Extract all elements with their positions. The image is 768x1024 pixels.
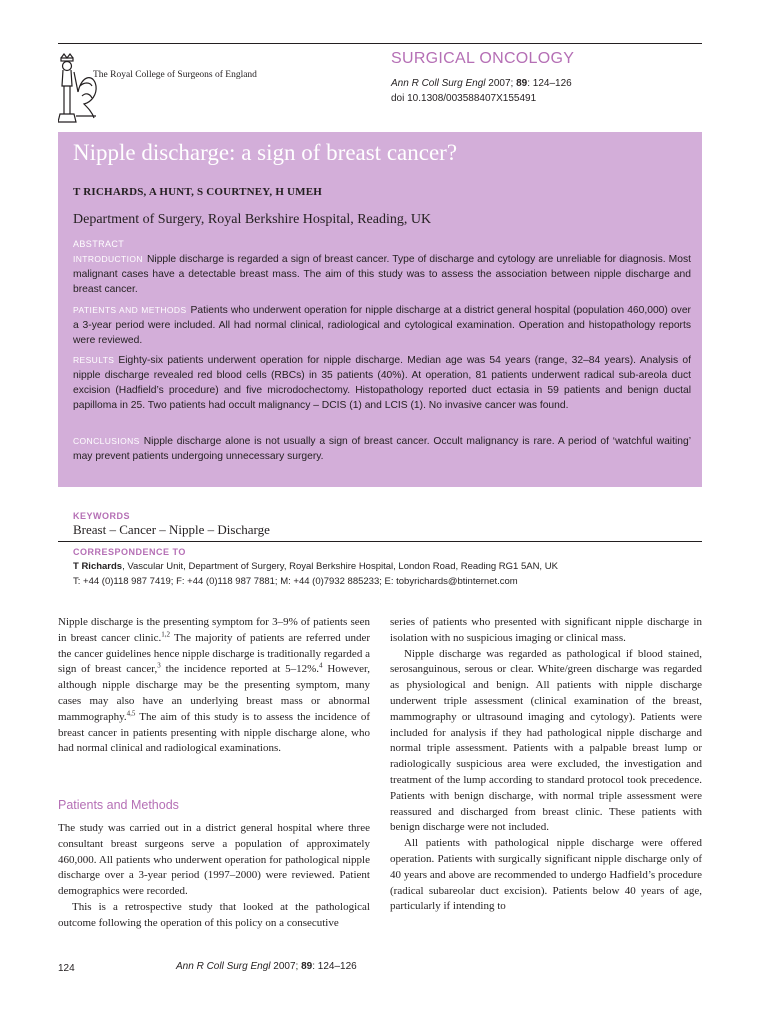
body-text: However, although nipple discharge may be the presenting symptom, many cases may also have an underlying breast mass or abnormal mammography.	[58, 663, 370, 723]
correspondence-label: CORRESPONDENCE TO	[73, 547, 186, 557]
correspondence-name: T Richards	[73, 561, 123, 572]
abstract-label: ABSTRACT	[73, 239, 125, 249]
body-text: Nipple discharge is the presenting symptom for 3–9% of patients seen in breast cancer clinic.	[58, 616, 370, 644]
journal-citation	[391, 78, 572, 89]
footer-journal-abbrev: Ann R Coll Surg Engl	[176, 961, 271, 972]
methods-paragraph-2: This is a retrospective study that looked at the pathological outcome following the operation of this policy on a consecutive	[58, 900, 370, 929]
abstract-conclusions-text: Nipple discharge alone is not usually a sign of breast cancer. Occult malignancy is rare. A period of ‘watchful waiting’ may prevent patients undergoing unnecessary surgery.	[73, 436, 691, 462]
journal-volume: 89	[516, 78, 528, 89]
keywords-text: Breast – Cancer – Nipple – Discharge	[73, 522, 270, 537]
keywords-label: KEYWORDS	[73, 511, 131, 521]
article-affiliation: Department of Surgery, Royal Berkshire Hospital, Reading, UK	[73, 212, 432, 227]
abstract-introduction-head: INTRODUCTION	[73, 254, 143, 264]
article-title: Nipple discharge: a sign of breast cancer?	[73, 140, 458, 165]
citation-ref: 1,2	[161, 630, 170, 639]
doi: doi 10.1308/003588407X155491	[391, 93, 537, 104]
royal-college-crest-icon	[58, 52, 98, 126]
footer-year: 2007;	[273, 961, 299, 972]
section-heading: SURGICAL ONCOLOGY	[391, 50, 575, 67]
keywords-rule	[58, 541, 702, 542]
top-rule	[58, 43, 702, 44]
abstract-introduction	[73, 252, 691, 297]
abstract-conclusions	[73, 434, 691, 464]
abstract-results-text: Eighty-six patients underwent operation for nipple discharge. Median age was 54 years (range, 32–84 years). Analysis of nipple discharge revealed red blood cells (RBCs) in 35 patients (40%). At operation, 81 patients underwent radical sub-areola duct excision (Hadfield’s procedure) and five microdochectomy. Histopathology reported duct ectasia in 59 patients and benign ductal papilloma in 25. Two patients had occult malignancy – DCIS (1) and LCIS (1). No invasive cancer was found.	[73, 355, 691, 411]
body-intro-paragraph	[58, 615, 370, 757]
body-text: the incidence reported at 5–12%.	[160, 663, 320, 676]
abstract-methods	[73, 303, 691, 348]
correspondence-address	[73, 561, 558, 572]
right-paragraph-2: Nipple discharge was regarded as pathological if blood stained, serosanguinous, serous or clear. White/green discharge was regarded as physiological and benign. All patients with nipple discharge underwent triple assessment (clinical examination of the breast, mammography or ultrasound imaging and cytology). Patients were included for analysis if they had pathological nipple discharge and normal triple assessment. Patients with a palpable breast lump or radiologically suspicious area were excluded, the investigation and treatment of the lump according to standard protocol took precedence. Patients with benign discharge, with normal triple assessment were reassured and discharged from breast clinic. These patients with benign discharge were not included.	[390, 647, 702, 834]
abstract-introduction-text: Nipple discharge is regarded a sign of breast cancer. Type of discharge and cytology are unreliable for diagnosis. Most malignant cases have a detectable breast mass. The aim of this study was to assess the association between nipple discharge and breast cancer.	[73, 254, 691, 295]
abstract-results	[73, 353, 691, 413]
body-right-column	[390, 615, 702, 915]
footer-citation	[176, 961, 357, 972]
body-methods	[58, 821, 370, 932]
college-name: The Royal College of Surgeons of England	[93, 70, 257, 80]
footer-pages: : 124–126	[312, 961, 357, 972]
correspondence-contact: T: +44 (0)118 987 7419; F: +44 (0)118 987 7881; M: +44 (0)7932 885233; E: tobyrichards@btinternet.com	[73, 576, 518, 587]
journal-abbrev: Ann R Coll Surg Engl	[391, 78, 486, 89]
abstract-methods-head: PATIENTS AND METHODS	[73, 305, 187, 315]
correspondence-address-text: , Vascular Unit, Department of Surgery, Royal Berkshire Hospital, London Road, Reading RG1 5AN, UK	[122, 561, 558, 572]
citation-ref: 4,5	[126, 709, 136, 718]
citation-ref: 3	[157, 661, 161, 670]
right-paragraph-3: All patients with pathological nipple discharge were offered operation. Patients with surgically significant nipple discharge only of 40 years and above are recommended to undergo Hadfield’s procedure (radical subareolar duct excision). Patients below 40 years of age, particularly if intending to	[390, 837, 702, 913]
abstract-methods-text: Patients who underwent operation for nipple discharge at a district general hospital (population 460,000) over a 3-year period were included. All had normal clinical, radiological and cytological examination. Operation and histopathology reports were reviewed.	[73, 305, 691, 346]
methods-heading: Patients and Methods	[58, 798, 179, 812]
footer-volume: 89	[301, 961, 313, 972]
citation-ref: 4	[319, 661, 323, 670]
page-number: 124	[58, 963, 75, 974]
journal-pages: : 124–126	[527, 78, 572, 89]
abstract-conclusions-head: CONCLUSIONS	[73, 436, 140, 446]
journal-year: 2007;	[488, 78, 514, 89]
body-intro	[58, 615, 370, 757]
right-paragraph-1: series of patients who presented with significant nipple discharge in isolation with no suspicious imaging or clinical mass.	[390, 616, 702, 644]
body-text: The aim of this study is to assess the incidence of breast cancer in patients presenting with nipple discharge alone, who had normal clinical and radiological examinations.	[58, 710, 370, 755]
methods-paragraph-1: The study was carried out in a district general hospital where three consultant breast surgeons serve a population of approximately 460,000. All patients who underwent operation for pathological nipple discharge over a 3-year period (1997–2000) were reviewed. Patient demographics were recorded.	[58, 822, 370, 898]
abstract-results-head: RESULTS	[73, 355, 115, 365]
article-authors: T RICHARDS, A HUNT, S COURTNEY, H UMEH	[73, 186, 323, 198]
body-text: The majority of patients are referred under the cancer guidelines hence nipple discharge is traditionally regarded a sign of breast cancer,	[58, 631, 370, 676]
